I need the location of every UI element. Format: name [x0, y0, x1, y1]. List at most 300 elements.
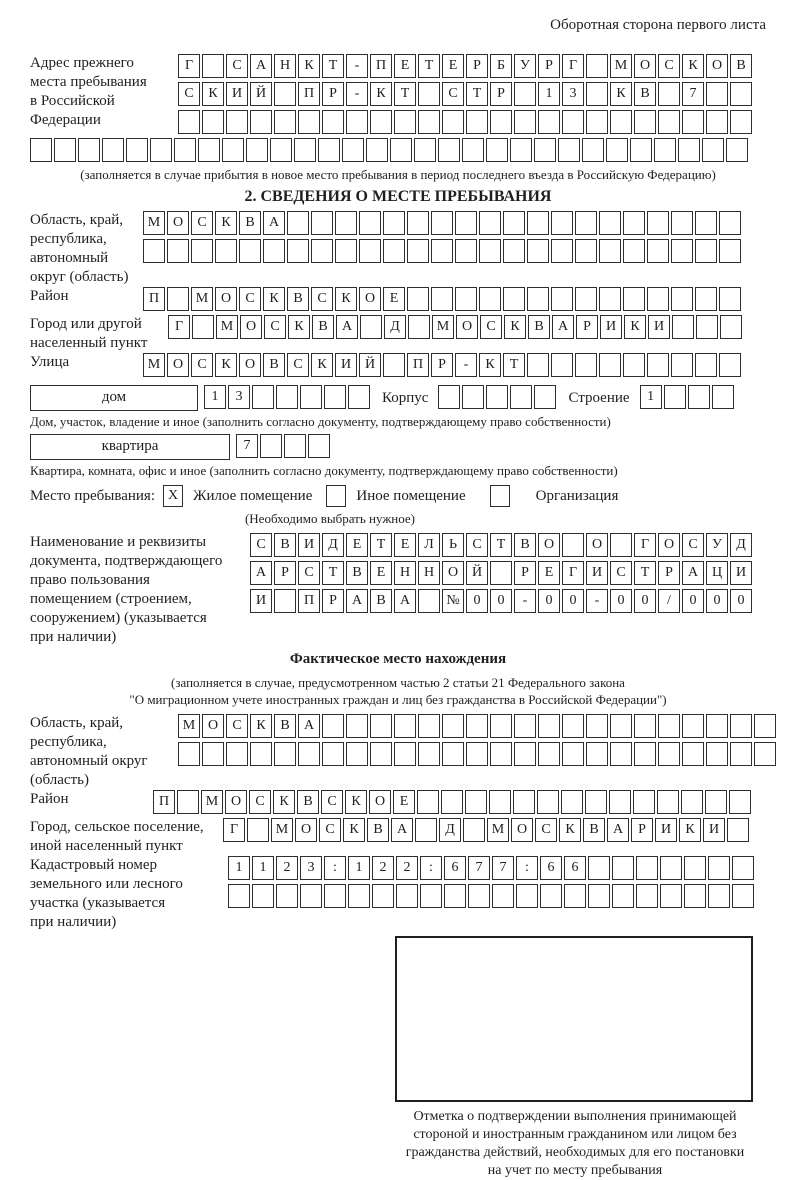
- char-cell[interactable]: Е: [538, 561, 560, 585]
- char-cell[interactable]: [322, 714, 344, 738]
- char-cell[interactable]: [431, 211, 453, 235]
- char-cell[interactable]: [348, 385, 370, 409]
- char-cell[interactable]: [324, 884, 346, 908]
- char-cell[interactable]: О: [167, 353, 189, 377]
- char-cell[interactable]: [712, 385, 734, 409]
- char-cell[interactable]: М: [487, 818, 509, 842]
- char-cell[interactable]: :: [516, 856, 538, 880]
- char-cell[interactable]: П: [298, 589, 320, 613]
- char-cell[interactable]: С: [442, 82, 464, 106]
- char-cell[interactable]: [479, 287, 501, 311]
- char-cell[interactable]: [442, 742, 464, 766]
- char-cell[interactable]: [322, 742, 344, 766]
- char-cell[interactable]: С: [226, 714, 248, 738]
- char-cell[interactable]: [682, 742, 704, 766]
- char-cell[interactable]: :: [324, 856, 346, 880]
- char-cell[interactable]: [228, 884, 250, 908]
- char-cell[interactable]: 0: [730, 589, 752, 613]
- char-cell[interactable]: С: [480, 315, 502, 339]
- char-cell[interactable]: М: [143, 211, 165, 235]
- char-cell[interactable]: [538, 714, 560, 738]
- char-cell[interactable]: [418, 82, 440, 106]
- char-cell[interactable]: 0: [610, 589, 632, 613]
- char-cell[interactable]: [586, 110, 608, 134]
- char-cell[interactable]: [383, 211, 405, 235]
- char-cell[interactable]: 0: [538, 589, 560, 613]
- char-cell[interactable]: А: [250, 561, 272, 585]
- char-cell[interactable]: [252, 385, 274, 409]
- char-cell[interactable]: [538, 742, 560, 766]
- char-cell[interactable]: И: [648, 315, 670, 339]
- char-cell[interactable]: [442, 110, 464, 134]
- char-cell[interactable]: [287, 211, 309, 235]
- char-cell[interactable]: 0: [706, 589, 728, 613]
- char-cell[interactable]: [706, 110, 728, 134]
- char-cell[interactable]: И: [335, 353, 357, 377]
- char-cell[interactable]: С: [226, 54, 248, 78]
- char-cell[interactable]: [562, 110, 584, 134]
- char-cell[interactable]: Р: [490, 82, 512, 106]
- char-cell[interactable]: К: [370, 82, 392, 106]
- char-cell[interactable]: [682, 110, 704, 134]
- char-cell[interactable]: А: [336, 315, 358, 339]
- char-cell[interactable]: [695, 211, 717, 235]
- char-cell[interactable]: [636, 884, 658, 908]
- char-cell[interactable]: О: [369, 790, 391, 814]
- char-cell[interactable]: [588, 884, 610, 908]
- char-cell[interactable]: [276, 385, 298, 409]
- char-cell[interactable]: [730, 742, 752, 766]
- char-cell[interactable]: [671, 353, 693, 377]
- char-cell[interactable]: [612, 884, 634, 908]
- char-cell[interactable]: [534, 385, 556, 409]
- char-cell[interactable]: О: [658, 533, 680, 557]
- char-cell[interactable]: К: [559, 818, 581, 842]
- char-cell[interactable]: [222, 138, 244, 162]
- char-cell[interactable]: [599, 287, 621, 311]
- char-cell[interactable]: К: [311, 353, 333, 377]
- char-cell[interactable]: [300, 385, 322, 409]
- char-cell[interactable]: Й: [466, 561, 488, 585]
- char-cell[interactable]: [720, 315, 742, 339]
- char-cell[interactable]: [408, 315, 430, 339]
- char-cell[interactable]: 7: [492, 856, 514, 880]
- char-cell[interactable]: В: [583, 818, 605, 842]
- char-cell[interactable]: [311, 239, 333, 263]
- char-cell[interactable]: [527, 287, 549, 311]
- char-cell[interactable]: С: [319, 818, 341, 842]
- char-cell[interactable]: 7: [682, 82, 704, 106]
- char-cell[interactable]: 3: [562, 82, 584, 106]
- char-cell[interactable]: У: [514, 54, 536, 78]
- char-cell[interactable]: Ц: [706, 561, 728, 585]
- char-cell[interactable]: О: [225, 790, 247, 814]
- char-cell[interactable]: К: [288, 315, 310, 339]
- stay-option-other-checkbox[interactable]: [326, 485, 346, 507]
- char-cell[interactable]: [630, 138, 652, 162]
- char-cell[interactable]: [658, 82, 680, 106]
- char-cell[interactable]: Т: [503, 353, 525, 377]
- char-cell[interactable]: [514, 742, 536, 766]
- char-cell[interactable]: [191, 239, 213, 263]
- char-cell[interactable]: Т: [418, 54, 440, 78]
- char-cell[interactable]: [202, 742, 224, 766]
- char-cell[interactable]: Н: [274, 54, 296, 78]
- char-cell[interactable]: В: [274, 714, 296, 738]
- char-cell[interactable]: [346, 110, 368, 134]
- char-cell[interactable]: :: [420, 856, 442, 880]
- char-cell[interactable]: [634, 742, 656, 766]
- char-cell[interactable]: П: [143, 287, 165, 311]
- char-cell[interactable]: В: [263, 353, 285, 377]
- char-cell[interactable]: О: [240, 315, 262, 339]
- char-cell[interactable]: И: [250, 589, 272, 613]
- char-cell[interactable]: [582, 138, 604, 162]
- char-cell[interactable]: Т: [322, 561, 344, 585]
- char-cell[interactable]: [372, 884, 394, 908]
- char-cell[interactable]: [575, 239, 597, 263]
- char-cell[interactable]: [527, 353, 549, 377]
- char-cell[interactable]: [503, 287, 525, 311]
- char-cell[interactable]: [102, 138, 124, 162]
- char-cell[interactable]: Й: [359, 353, 381, 377]
- char-cell[interactable]: Т: [490, 533, 512, 557]
- char-cell[interactable]: [657, 790, 679, 814]
- char-cell[interactable]: [660, 856, 682, 880]
- char-cell[interactable]: [479, 211, 501, 235]
- char-cell[interactable]: [681, 790, 703, 814]
- char-cell[interactable]: [706, 82, 728, 106]
- char-cell[interactable]: [417, 790, 439, 814]
- char-cell[interactable]: 0: [562, 589, 584, 613]
- char-cell[interactable]: [370, 110, 392, 134]
- char-cell[interactable]: [335, 239, 357, 263]
- char-cell[interactable]: В: [239, 211, 261, 235]
- char-cell[interactable]: [54, 138, 76, 162]
- char-cell[interactable]: 7: [468, 856, 490, 880]
- char-cell[interactable]: М: [191, 287, 213, 311]
- char-cell[interactable]: Й: [250, 82, 272, 106]
- char-cell[interactable]: И: [600, 315, 622, 339]
- char-cell[interactable]: Н: [394, 561, 416, 585]
- char-cell[interactable]: Н: [418, 561, 440, 585]
- char-cell[interactable]: В: [730, 54, 752, 78]
- char-cell[interactable]: [688, 385, 710, 409]
- char-cell[interactable]: [540, 884, 562, 908]
- char-cell[interactable]: А: [391, 818, 413, 842]
- char-cell[interactable]: В: [297, 790, 319, 814]
- char-cell[interactable]: А: [607, 818, 629, 842]
- char-cell[interactable]: И: [703, 818, 725, 842]
- char-cell[interactable]: №: [442, 589, 464, 613]
- char-cell[interactable]: [486, 385, 508, 409]
- char-cell[interactable]: [274, 82, 296, 106]
- char-cell[interactable]: 0: [466, 589, 488, 613]
- char-cell[interactable]: [335, 211, 357, 235]
- char-cell[interactable]: [407, 239, 429, 263]
- char-cell[interactable]: [274, 589, 296, 613]
- char-cell[interactable]: [383, 353, 405, 377]
- char-cell[interactable]: С: [249, 790, 271, 814]
- char-cell[interactable]: С: [610, 561, 632, 585]
- char-cell[interactable]: Д: [439, 818, 461, 842]
- char-cell[interactable]: И: [226, 82, 248, 106]
- char-cell[interactable]: [346, 742, 368, 766]
- char-cell[interactable]: В: [634, 82, 656, 106]
- char-cell[interactable]: [599, 239, 621, 263]
- char-cell[interactable]: [647, 239, 669, 263]
- char-cell[interactable]: Д: [384, 315, 406, 339]
- char-cell[interactable]: О: [295, 818, 317, 842]
- char-cell[interactable]: [394, 742, 416, 766]
- char-cell[interactable]: К: [479, 353, 501, 377]
- char-cell[interactable]: Р: [322, 82, 344, 106]
- char-cell[interactable]: [678, 138, 700, 162]
- char-cell[interactable]: [370, 742, 392, 766]
- char-cell[interactable]: Г: [168, 315, 190, 339]
- char-cell[interactable]: [215, 239, 237, 263]
- char-cell[interactable]: 0: [634, 589, 656, 613]
- char-cell[interactable]: [486, 138, 508, 162]
- char-cell[interactable]: Р: [658, 561, 680, 585]
- char-cell[interactable]: А: [394, 589, 416, 613]
- char-cell[interactable]: [318, 138, 340, 162]
- char-cell[interactable]: К: [215, 211, 237, 235]
- char-cell[interactable]: [414, 138, 436, 162]
- char-cell[interactable]: А: [250, 54, 272, 78]
- char-cell[interactable]: [575, 287, 597, 311]
- char-cell[interactable]: Г: [562, 54, 584, 78]
- char-cell[interactable]: [167, 287, 189, 311]
- char-cell[interactable]: [727, 818, 749, 842]
- char-cell[interactable]: С: [264, 315, 286, 339]
- char-cell[interactable]: [684, 884, 706, 908]
- char-cell[interactable]: [513, 790, 535, 814]
- char-cell[interactable]: [418, 742, 440, 766]
- char-cell[interactable]: Т: [634, 561, 656, 585]
- char-cell[interactable]: [294, 138, 316, 162]
- char-cell[interactable]: К: [250, 714, 272, 738]
- char-cell[interactable]: [706, 714, 728, 738]
- char-cell[interactable]: [527, 211, 549, 235]
- char-cell[interactable]: 6: [540, 856, 562, 880]
- char-cell[interactable]: [489, 790, 511, 814]
- char-cell[interactable]: 2: [396, 856, 418, 880]
- char-cell[interactable]: [444, 884, 466, 908]
- char-cell[interactable]: [671, 287, 693, 311]
- char-cell[interactable]: [239, 239, 261, 263]
- char-cell[interactable]: [360, 315, 382, 339]
- char-cell[interactable]: [516, 884, 538, 908]
- char-cell[interactable]: -: [514, 589, 536, 613]
- char-cell[interactable]: П: [370, 54, 392, 78]
- char-cell[interactable]: [441, 790, 463, 814]
- char-cell[interactable]: [462, 138, 484, 162]
- char-cell[interactable]: А: [346, 589, 368, 613]
- char-cell[interactable]: В: [346, 561, 368, 585]
- char-cell[interactable]: Е: [383, 287, 405, 311]
- char-cell[interactable]: [719, 287, 741, 311]
- char-cell[interactable]: [586, 742, 608, 766]
- char-cell[interactable]: М: [216, 315, 238, 339]
- char-cell[interactable]: О: [359, 287, 381, 311]
- char-cell[interactable]: [586, 714, 608, 738]
- char-cell[interactable]: М: [201, 790, 223, 814]
- char-cell[interactable]: Т: [394, 82, 416, 106]
- char-cell[interactable]: 0: [682, 589, 704, 613]
- char-cell[interactable]: [702, 138, 724, 162]
- char-cell[interactable]: [527, 239, 549, 263]
- char-cell[interactable]: И: [655, 818, 677, 842]
- char-cell[interactable]: [466, 742, 488, 766]
- char-cell[interactable]: [246, 138, 268, 162]
- char-cell[interactable]: [671, 239, 693, 263]
- char-cell[interactable]: С: [239, 287, 261, 311]
- char-cell[interactable]: С: [535, 818, 557, 842]
- char-cell[interactable]: [308, 434, 330, 458]
- char-cell[interactable]: Б: [490, 54, 512, 78]
- char-cell[interactable]: [192, 315, 214, 339]
- char-cell[interactable]: [276, 884, 298, 908]
- char-cell[interactable]: С: [191, 353, 213, 377]
- char-cell[interactable]: [623, 353, 645, 377]
- char-cell[interactable]: [342, 138, 364, 162]
- char-cell[interactable]: О: [167, 211, 189, 235]
- char-cell[interactable]: [695, 239, 717, 263]
- char-cell[interactable]: М: [143, 353, 165, 377]
- char-cell[interactable]: Г: [223, 818, 245, 842]
- char-cell[interactable]: [418, 714, 440, 738]
- char-cell[interactable]: [510, 385, 532, 409]
- char-cell[interactable]: О: [511, 818, 533, 842]
- char-cell[interactable]: [684, 856, 706, 880]
- char-cell[interactable]: К: [624, 315, 646, 339]
- char-cell[interactable]: А: [552, 315, 574, 339]
- char-cell[interactable]: Д: [322, 533, 344, 557]
- char-cell[interactable]: А: [263, 211, 285, 235]
- char-cell[interactable]: [551, 239, 573, 263]
- char-cell[interactable]: [534, 138, 556, 162]
- char-cell[interactable]: С: [321, 790, 343, 814]
- char-cell[interactable]: [561, 790, 583, 814]
- char-cell[interactable]: Г: [562, 561, 584, 585]
- char-cell[interactable]: [610, 742, 632, 766]
- char-cell[interactable]: [274, 742, 296, 766]
- char-cell[interactable]: В: [370, 589, 392, 613]
- char-cell[interactable]: К: [343, 818, 365, 842]
- char-cell[interactable]: [174, 138, 196, 162]
- char-cell[interactable]: П: [407, 353, 429, 377]
- char-cell[interactable]: [562, 714, 584, 738]
- char-cell[interactable]: [719, 211, 741, 235]
- char-cell[interactable]: Т: [322, 54, 344, 78]
- char-cell[interactable]: [260, 434, 282, 458]
- char-cell[interactable]: [468, 884, 490, 908]
- char-cell[interactable]: К: [202, 82, 224, 106]
- char-cell[interactable]: Р: [631, 818, 653, 842]
- char-cell[interactable]: С: [287, 353, 309, 377]
- char-cell[interactable]: О: [634, 54, 656, 78]
- char-cell[interactable]: [551, 353, 573, 377]
- char-cell[interactable]: [490, 110, 512, 134]
- char-cell[interactable]: [633, 790, 655, 814]
- char-cell[interactable]: [415, 818, 437, 842]
- char-cell[interactable]: [455, 287, 477, 311]
- char-cell[interactable]: [695, 353, 717, 377]
- char-cell[interactable]: [366, 138, 388, 162]
- char-cell[interactable]: [492, 884, 514, 908]
- char-cell[interactable]: [514, 82, 536, 106]
- char-cell[interactable]: М: [432, 315, 454, 339]
- char-cell[interactable]: 7: [236, 434, 258, 458]
- char-cell[interactable]: В: [312, 315, 334, 339]
- char-cell[interactable]: [30, 138, 52, 162]
- char-cell[interactable]: [586, 82, 608, 106]
- char-cell[interactable]: [564, 884, 586, 908]
- char-cell[interactable]: К: [335, 287, 357, 311]
- char-cell[interactable]: [708, 856, 730, 880]
- char-cell[interactable]: [612, 856, 634, 880]
- char-cell[interactable]: [562, 742, 584, 766]
- char-cell[interactable]: [623, 211, 645, 235]
- char-cell[interactable]: [490, 714, 512, 738]
- char-cell[interactable]: [586, 54, 608, 78]
- char-cell[interactable]: 2: [372, 856, 394, 880]
- char-cell[interactable]: [754, 742, 776, 766]
- char-cell[interactable]: О: [442, 561, 464, 585]
- char-cell[interactable]: [706, 742, 728, 766]
- char-cell[interactable]: [503, 239, 525, 263]
- char-cell[interactable]: [462, 385, 484, 409]
- char-cell[interactable]: [730, 714, 752, 738]
- char-cell[interactable]: [682, 714, 704, 738]
- char-cell[interactable]: [606, 138, 628, 162]
- char-cell[interactable]: [730, 110, 752, 134]
- char-cell[interactable]: [455, 211, 477, 235]
- char-cell[interactable]: [390, 138, 412, 162]
- char-cell[interactable]: [202, 110, 224, 134]
- char-cell[interactable]: [695, 287, 717, 311]
- char-cell[interactable]: [479, 239, 501, 263]
- char-cell[interactable]: К: [504, 315, 526, 339]
- char-cell[interactable]: В: [514, 533, 536, 557]
- char-cell[interactable]: [438, 385, 460, 409]
- char-cell[interactable]: [247, 818, 269, 842]
- char-cell[interactable]: [664, 385, 686, 409]
- char-cell[interactable]: [647, 353, 669, 377]
- char-cell[interactable]: [263, 239, 285, 263]
- char-cell[interactable]: В: [287, 287, 309, 311]
- char-cell[interactable]: [647, 287, 669, 311]
- char-cell[interactable]: [585, 790, 607, 814]
- char-cell[interactable]: [383, 239, 405, 263]
- char-cell[interactable]: 1: [228, 856, 250, 880]
- char-cell[interactable]: [609, 790, 631, 814]
- char-cell[interactable]: Е: [394, 54, 416, 78]
- char-cell[interactable]: 1: [640, 385, 662, 409]
- char-cell[interactable]: [252, 884, 274, 908]
- char-cell[interactable]: [359, 211, 381, 235]
- char-cell[interactable]: О: [215, 287, 237, 311]
- char-cell[interactable]: [431, 287, 453, 311]
- char-cell[interactable]: Р: [274, 561, 296, 585]
- char-cell[interactable]: К: [215, 353, 237, 377]
- char-cell[interactable]: [178, 742, 200, 766]
- char-cell[interactable]: [610, 533, 632, 557]
- char-cell[interactable]: [407, 287, 429, 311]
- char-cell[interactable]: И: [730, 561, 752, 585]
- char-cell[interactable]: Р: [466, 54, 488, 78]
